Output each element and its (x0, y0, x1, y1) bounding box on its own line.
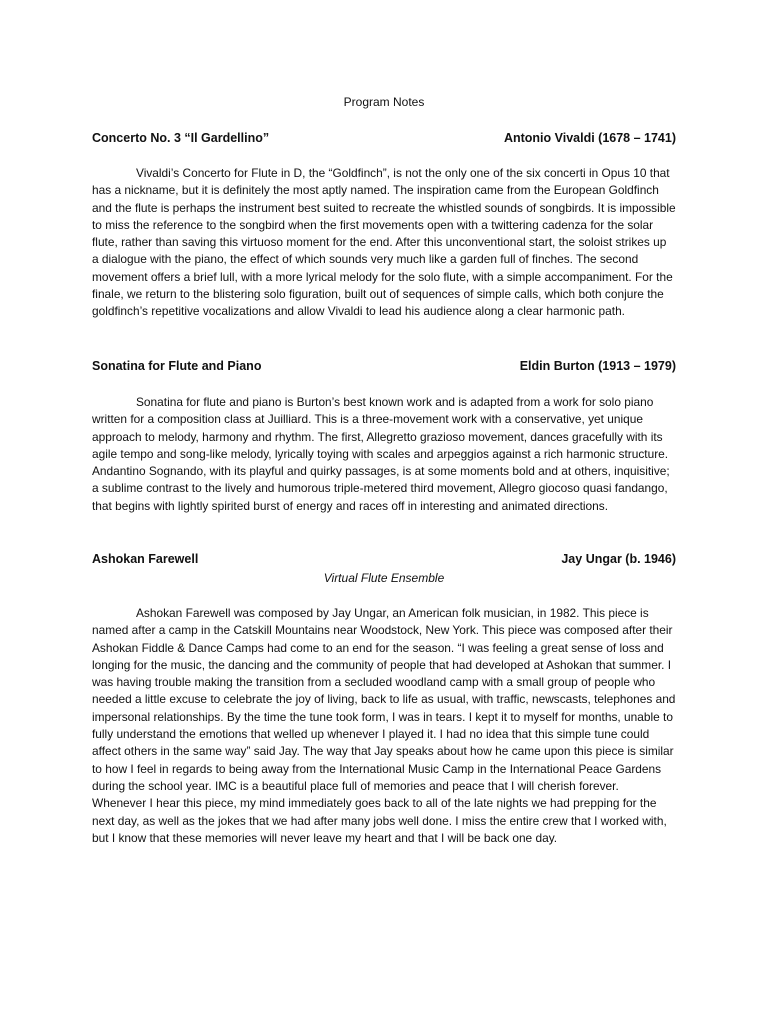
piece-title: Ashokan Farewell (92, 552, 199, 566)
page-title: Program Notes (343, 95, 425, 109)
piece-notes-vivaldi: Vivaldi’s Concerto for Flute in D, the “Goldfinch”, is not the only one of the six concerti in Opus 10 that has a nickname, but it is definitely the most aptly named. The inspiration came from the European Goldfinch and the flute is perhaps the instrument best suited to recreate the whistled sounds of songbirds. It is impossible to miss the reference to the songbird when the first movements open with a twittering cadenza for the solar flute, rather than saving this virtuoso moment for the end. After this unconventional start, the soloist strikes up a dialogue with the piano, the effect of which sounds very much like a garden full of finches. The second movement offers a brief lull, with a more lyrical melody for the solo flute, with a simple accompaniment. For the finale, we return to the blistering solo figuration, built out of sequences of simple calls, which both conjure the goldfinch’s repetitive vocalizations and allow Vivaldi to lead his audience along a clear harmonic path. (92, 166, 676, 319)
piece-title: Sonatina for Flute and Piano (92, 359, 262, 373)
piece-composer: Jay Ungar (b. 1946) (561, 552, 676, 566)
piece-performers: Virtual Flute Ensemble (323, 571, 445, 585)
piece-title: Concerto No. 3 “Il Gardellino” (92, 131, 270, 145)
piece-composer: Antonio Vivaldi (1678 – 1741) (503, 131, 676, 145)
piece-notes-ungar: Ashokan Farewell was composed by Jay Ungar, an American folk musician, in 1982. This piece is named after a camp in the Catskill Mountains near Woodstock, New York. This piece was composed after their Ashokan Fiddle & Dance Camps had come to an end for the season. “I was feeling a great sense of loss and longing for the music, the dancing and the community of people that had developed at Ashokan that summer. I was having trouble making the transition from a secluded woodland camp with a small group of people who needed a little excuse to celebrate the joy of living, back to life as usual, with traffic, newscasts, telephones and impersonal relationships. By the time the tune took form, I was in tears. I kept it to myself for months, unable to fully understand the emotions that welled up whenever I played it. I had no idea that this simple tune could affect others in the same way” said Jay. The way that Jay speaks about how he came upon this piece is similar to how I feel in regards to being away from the International Music Camp in the International Peace Gardens during the school year. IMC is a beautiful place full of memories and peace that I will cherish forever. Whenever I hear this piece, my mind immediately goes back to all of the late nights we had prepping for the next day, as well as the jokes that we had after many jobs well done. I miss the entire crew that I worked with, but I know that these memories will never leave my heart and that I will be back one day. (92, 606, 676, 845)
piece-notes-burton: Sonatina for flute and piano is Burton’s best known work and is adapted from a work for solo piano written for a composition class at Juilliard. This is a three-movement work with a conservative, yet unique approach to melody, harmony and rhythm. The first, Allegretto grazioso movement, dances gracefully with its agile tempo and song-like melody, lyrically toying with scales and arpeggios against a rich harmonic structure. Andantino Sognando, with its playful and quirky passages, is at some moments bold and at others, inquisitive; a sublime contrast to the lively and humorous triple-metered third movement, Allegro giocoso quasi fandango, that begins with lightly spirited burst of energy and races off in interesting and animated directions. (92, 395, 670, 513)
piece-composer: Eldin Burton (1913 – 1979) (519, 359, 676, 373)
